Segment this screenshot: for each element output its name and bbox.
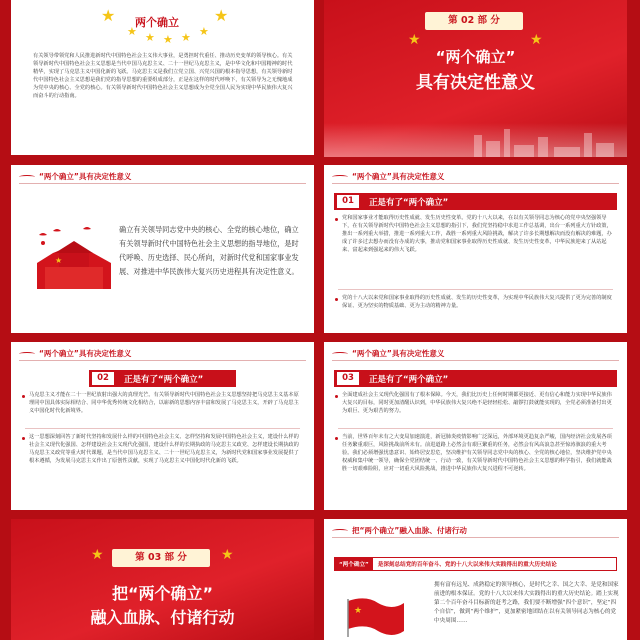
divider (338, 289, 613, 290)
slide-header (19, 171, 131, 182)
point-number: 02 (92, 372, 114, 385)
divider (338, 428, 613, 429)
slide-body: 有关领导带领党和人民推进新时代中国特色社会主义伟大事业，是勇担时代重任、推动历史变革的领导核心。有关领导新时代中国特色社会主义思想是当代中国马克思主义、二十一世纪马克思主义，是中华文化和中国精神的时代精华，实现了马克思主义中国化新的飞跃。马克思主义是我们立党立国、兴党兴国的根本指导思想，有关领导新时代中国特色社会主义思想是我们党的指导思想的重要组成部分，正是在这样的时代呼唤下，有关领导为之无愧地成为党中央的核心、全党的核心。有关领导新时代中国特色社会主义思想成为全党全国人民为实现中华民族伟大复兴而奋斗的行动指南。 (33, 53, 293, 99)
header-text: “两个确立”具有决定性意义 (39, 349, 132, 358)
point-title-bar (334, 193, 617, 210)
slide-header (332, 525, 467, 536)
header-divider (332, 183, 619, 184)
paragraph-2: 当前，世界百年未有之大变局加速演进，新冠肺炎疫情影响广泛深远，外部环境更趋复杂严峻，国内经济社会发展各项任务繁重艰巨，风险挑战前所未有。前进道路上必然会有艰巨繁重的任务，必然会有风高浪急甚至惊涛骇浪的重大考验。我们必须增强忧患意识、始终居安思危，坚决维护有关领导同志党中央的核心、全党的核心地位，坚决维护党中央权威和集中统一领导，确保全党团结统一、行动一致，有关领导新时代中国特色社会主义思想的科学指引，我们就能战胜一切艰难险阻，应对一切重大风险挑战，推进中华民族伟大复兴进程不可逆转。 (342, 434, 612, 472)
wave-icon (19, 175, 35, 179)
slide-header (332, 348, 444, 359)
slide-title: 两个确立 (135, 16, 179, 29)
slide-decisive-significance[interactable] (11, 165, 314, 333)
section-title-line2: 具有决定性意义 (416, 73, 535, 93)
slide-point-02[interactable] (11, 342, 314, 510)
conclusion-text: 是深刻总结党的百年奋斗、党的十八大以来伟大实践得出的重大历史结论 (377, 562, 557, 568)
paragraph-2: 党的十八大以来党和国家事业取得的历史性成就、发生的历史性变革，为实现中华民族伟大复兴提供了更为完善的制度保证、更为坚实的物质基础、更为主动的精神力量。 (342, 295, 612, 309)
slide-body: 确立有关领导同志党中央的核心、全党的核心地位，确立有关领导新时代中国特色社会主义思想的指导地位，是时代呼唤、历史选择、民心所向，对新时代党和国家事业发展、对推进中华民族伟大复兴历史进程具有决定性意义。 (119, 225, 299, 276)
header-divider (332, 360, 619, 361)
wave-icon (332, 529, 348, 533)
header-divider (19, 360, 306, 361)
star-icon: ★ (199, 25, 209, 38)
section-title-line1: 把“两个确立” (111, 584, 214, 603)
header-text: “两个确立”具有决定性意义 (352, 349, 445, 358)
slide-part-03[interactable] (11, 519, 314, 640)
conclusion-bar (334, 557, 617, 571)
point-title-bar (89, 370, 236, 387)
star-icon: ★ (145, 31, 155, 44)
divider (25, 428, 300, 429)
wave-icon (332, 352, 348, 356)
part-badge: 第 03 部 分 (112, 549, 210, 567)
part-badge: 第 02 部 分 (425, 12, 523, 30)
paragraph-1: 马克思主义才能在二十一世纪放射出强大的真理光芒。有关领导新时代中国特色社会主义思想坚持把马克思主义基本原理同中国具体实际相结合、同中华优秀传统文化相结合，以崭新的思想内容丰富和发展了马克思主义，开辟了马克思主义中国化时代化新境界。 (29, 392, 299, 414)
star-icon: ★ (181, 31, 191, 44)
paragraph-2: 这一思想深刻回答了新时代坚持和发展什么样的中国特色社会主义、怎样坚持和发展中国特色社会主义，建设什么样的社会主义现代化强国、怎样建设社会主义现代化强国，建设什么样的长期执政的马克思主义政党、怎样建设长期执政的马克思主义政党等重大时代课题，是当代中国马克思主义、二十一世纪马克思主义，为新时代党和国家事业发展提供了根本遵循，为发展马克思主义作出了原创性贡献，实现了马克思主义中国化时代化新的飞跃。 (29, 434, 299, 464)
stars-decoration (101, 8, 115, 24)
red-flag-illustration (346, 597, 406, 637)
bullet-icon (335, 437, 338, 440)
star-icon: ★ (163, 33, 173, 46)
wave-icon (19, 352, 35, 356)
star-icon: ★ (530, 32, 543, 48)
slide-header (19, 348, 131, 359)
section-title-line2: 融入血脉、付诸行动 (90, 608, 235, 627)
svg-text:★: ★ (55, 256, 63, 265)
star-icon: ★ (101, 6, 116, 25)
bullet-icon (335, 218, 338, 221)
svg-text:★: ★ (354, 606, 363, 616)
point-title: 正是有了“两个确立” (369, 374, 449, 385)
paragraph-1: 全面建成社会主义现代化强国有了根本保障。今天，我们比历史上任何时期都更接近、更有信心和能力实现中华民族伟大复兴的目标，同时更加清醒认识到，中华民族伟大复兴绝不是轻轻松松、敲锣打鼓就能实现的，全党必须准备付出更为艰巨、更为艰苦的努力。 (342, 392, 612, 414)
bullet-icon (22, 437, 25, 440)
slide-header (332, 171, 444, 182)
header-divider (332, 537, 619, 538)
star-icon: ★ (127, 25, 137, 38)
slide-part-02[interactable] (324, 0, 627, 157)
point-number: 03 (337, 372, 359, 385)
header-text: 把“两个确立”融入血脉、付诸行动 (352, 526, 467, 535)
bullet-icon (335, 298, 338, 301)
header-text: “两个确立”具有决定性意义 (39, 172, 132, 181)
star-icon: ★ (91, 547, 104, 563)
slide-point-01[interactable] (324, 165, 627, 333)
point-title: 正是有了“两个确立” (369, 197, 449, 208)
slide-point-03[interactable] (324, 342, 627, 510)
conclusion-tag: “两个确立” (335, 558, 373, 570)
slide-two-establishments[interactable] (11, 0, 314, 155)
wave-icon (332, 175, 348, 179)
slide-integrate-into-action[interactable] (324, 519, 627, 640)
header-text: “两个确立”具有决定性意义 (352, 172, 445, 181)
tiananmen-flag-illustration (33, 223, 115, 295)
star-icon: ★ (408, 32, 421, 48)
bullet-icon (22, 395, 25, 398)
city-skyline (324, 123, 627, 157)
star-icon: ★ (221, 547, 234, 563)
bullet-icon (335, 395, 338, 398)
point-title: 正是有了“两个确立” (124, 374, 204, 385)
header-divider (19, 183, 306, 184)
slide-body: 拥有富有远见、成熟稳定的领导核心，是时代之幸、国之大幸、是党和国家前进的根本保证。党的十八大以来伟大实践得出的重大历史结论。踏上实现第二个百年奋斗目标新的赶考之路，我们要不断增强“四个意识”，坚定“四个自信”，做到“两个维护”，更加紧密地团结在以有关领导同志为核心的党中央周围…… (434, 582, 619, 624)
section-title-line1: “两个确立” (435, 48, 516, 66)
paragraph-1: 党和国家事业才能取得历史性成就、发生历史性变革。党的十八大以来，在以有关领导同志为核心的党中央坚强领导下，在有关领导新时代中国特色社会主义思想的指引下，我们党坚持稳中求进工作总基调，出台一系列重大方针政策，推出一系列重大举措，推进一系列重大工作，战胜一系列重大风险挑战，解决了许多长期想解决而没有解决的难题，办成了许多过去想办而没有办成的大事，推动党和国家事业取得历史性成就、发生历史性变革，中华民族迎来了从站起来、富起来到强起来的伟大飞跃。 (342, 215, 612, 253)
point-title-bar (334, 370, 617, 387)
point-number: 01 (337, 195, 359, 208)
star-icon: ★ (214, 6, 229, 25)
